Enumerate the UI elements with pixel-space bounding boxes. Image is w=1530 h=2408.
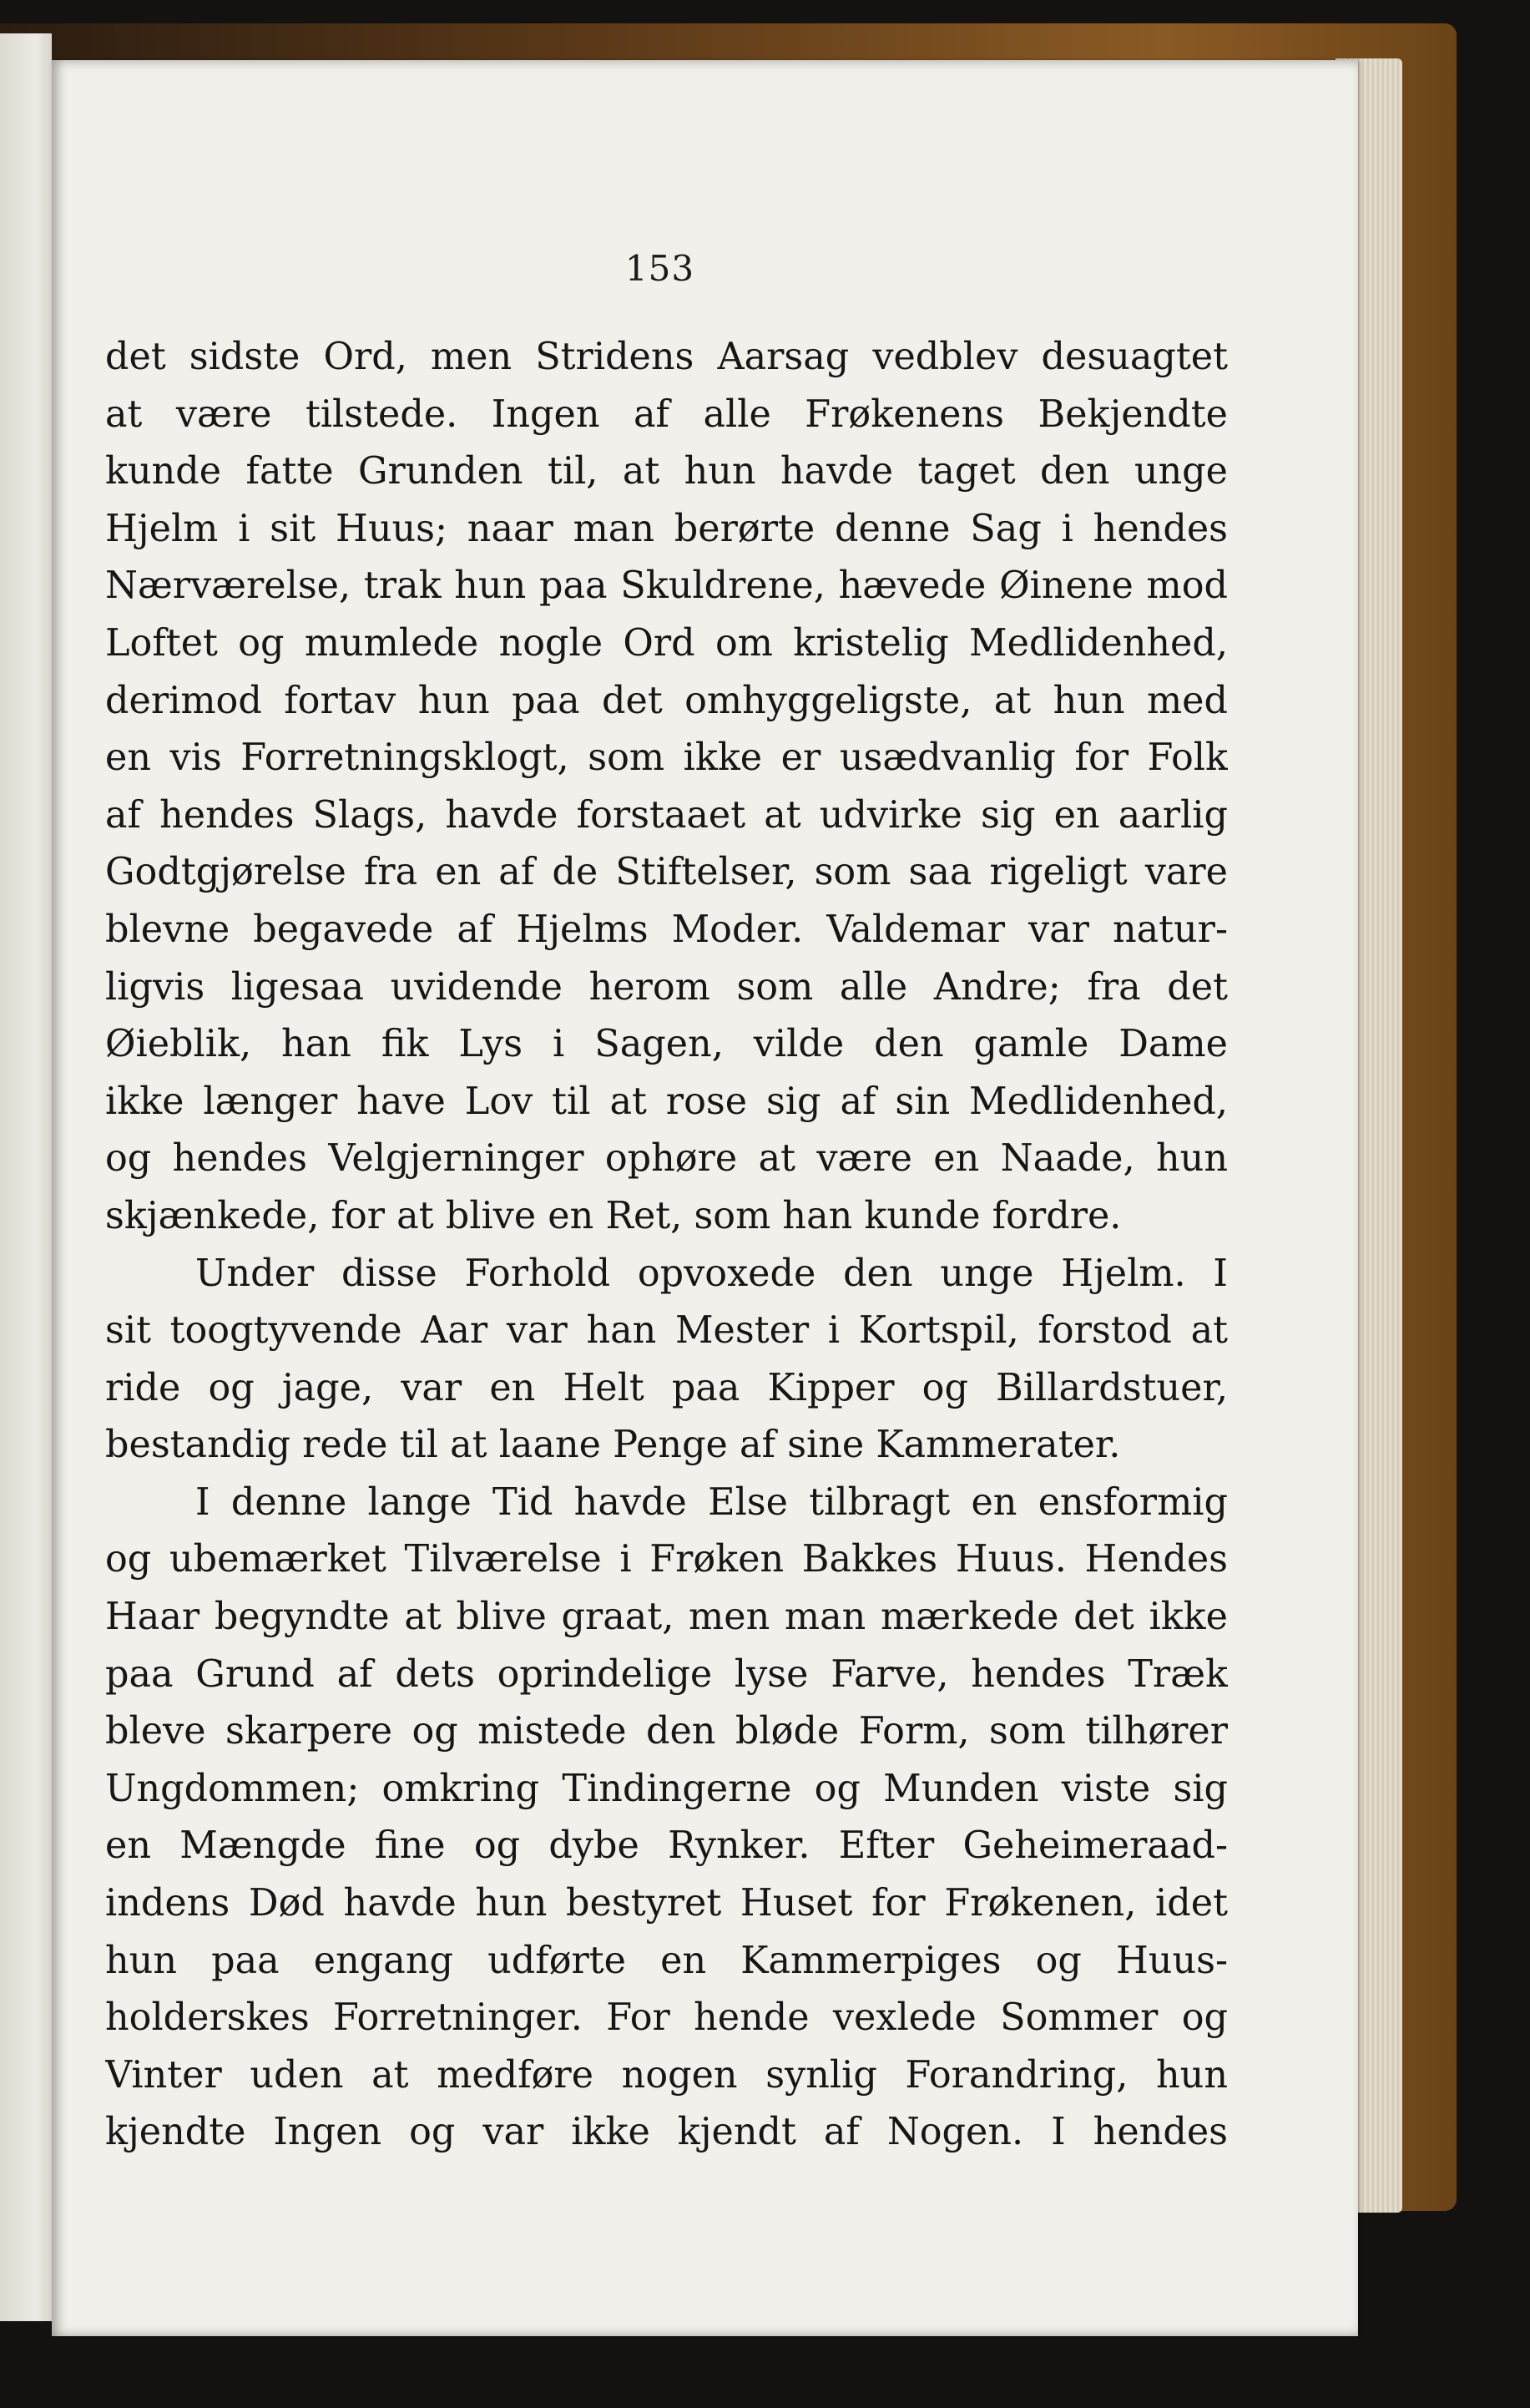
page-number: 153 [624,248,695,289]
text-line: og ubemærket Tilværelse i Frøken Bakkes Huus. Hendes [105,1538,1228,1581]
text-line: og hendes Velgjerninger ophøre at være en Naade, hun [105,1137,1228,1181]
text-line: skjænkede, for at blive en Ret, som han kunde fordre. [105,1194,1122,1237]
text-line: en Mængde fine og dybe Rynker. Efter Geheimeraad- [105,1824,1228,1868]
text-line: I denne lange Tid havde Else tilbragt en ensformig [195,1480,1228,1524]
text-line: derimod fortav hun paa det omhyggeligste, at hun med [105,679,1228,722]
text-line: Hjelm i sit Huus; naar man berørte denne Sag i hendes [105,507,1228,550]
text-line: Loftet og mumlede nogle Ord om kristelig Medlidenhed, [105,621,1228,665]
text-line: holderskes Forretninger. For hende vexlede Sommer og [105,1996,1228,2040]
text-line: Vinter uden at medføre nogen synlig Forandring, hun [105,2053,1228,2097]
text-line: ikke længer have Lov til at rose sig af sin Medlidenhed, [105,1080,1228,1123]
text-line: det sidste Ord, men Stridens Aarsag vedblev desuagtet [105,336,1228,378]
text-line: Godtgjørelse fra en af de Stiftelser, som saa rigeligt vare [105,851,1228,894]
text-line: indens Død havde hun bestyret Huset for Frøkenen, idet [105,1882,1228,1925]
text-line: ligvis ligesaa uvidende herom som alle Andre; fra det [105,965,1228,1009]
text-line: kunde fatte Grunden til, at hun havde taget den unge [105,450,1228,493]
text-line: bestandig rede til at laane Penge af sine Kammerater. [105,1424,1121,1467]
text-line: blevne begavede af Hjelms Moder. Valdemar var natur- [105,908,1228,951]
text-line: kjendte Ingen og var ikke kjendt af Nogen. I hendes [105,2111,1228,2154]
text-line: Nærværelse, trak hun paa Skuldrene, hævede Øinene mod [105,564,1228,608]
text-line: en vis Forretningsklogt, som ikke er usædvanlig for Folk [105,736,1228,780]
text-line: at være tilstede. Ingen af alle Frøkenens Bekjendte [105,392,1228,436]
page-text-block [105,329,1228,2162]
text-line: Under disse Forhold opvoxede den unge Hjelm. I [195,1252,1228,1295]
text-line: Haar begyndte at blive graat, men man mærkede det ikke [105,1596,1228,1639]
previous-page-gutter [0,33,52,2321]
text-line: Øieblik, han fik Lys i Sagen, vilde den gamle Dame [105,1023,1228,1066]
text-line: hun paa engang udførte en Kammerpiges og Huus- [105,1939,1228,1982]
text-line: Ungdommen; omkring Tindingerne og Munden viste sig [105,1767,1228,1810]
text-line: ride og jage, var en Helt paa Kipper og Billardstuer, [105,1366,1228,1409]
text-line: bleve skarpere og mistede den bløde Form, som tilhører [105,1710,1228,1753]
text-line: paa Grund af dets oprindelige lyse Farve, hendes Træk [105,1652,1228,1696]
book-page [52,60,1358,2336]
text-line: af hendes Slags, havde forstaaet at udvirke sig en aarlig [105,793,1228,837]
text-line: sit toogtyvende Aar var han Mester i Kortspil, forstod at [105,1309,1228,1353]
